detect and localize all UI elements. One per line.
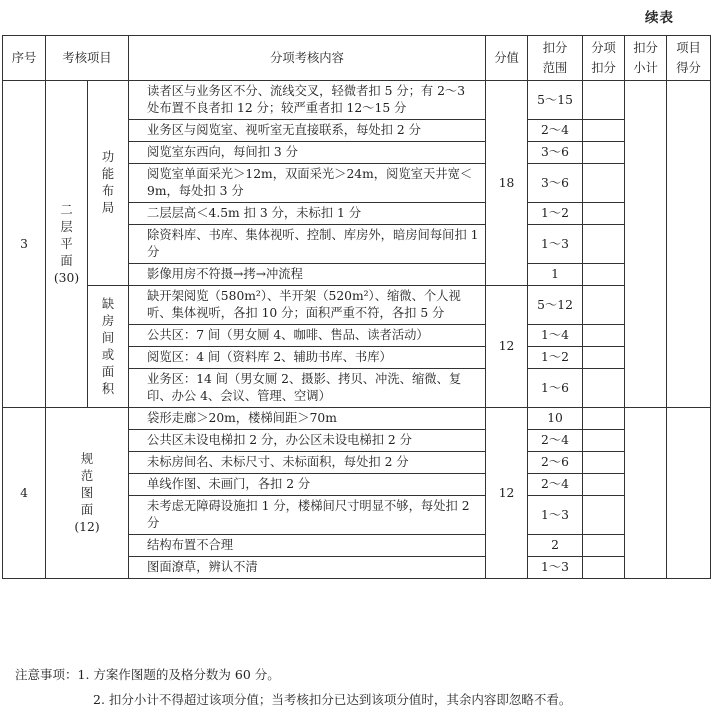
sub-deduction-cell[interactable] bbox=[583, 164, 625, 203]
group-name-char: 布 bbox=[101, 184, 115, 198]
criterion-text: 缺开架阅览（580m²）、半开架（520m²）、缩微、个人视听、集体视听，各扣 10 分；面积严重不符，各扣 5 分 bbox=[129, 286, 486, 325]
sub-deduction-cell[interactable] bbox=[583, 452, 625, 474]
sub-deduction-cell[interactable] bbox=[583, 369, 625, 408]
section-3-item-total: (30) bbox=[53, 270, 80, 285]
header-range bbox=[528, 36, 583, 81]
group-name-char: 间 bbox=[101, 330, 115, 345]
deduction-range: 1～2 bbox=[528, 347, 583, 369]
table-caption: 续表 bbox=[645, 10, 674, 26]
sub-deduction-cell[interactable] bbox=[583, 557, 625, 579]
deduction-range: 3～6 bbox=[528, 142, 583, 164]
criterion-text: 二层层高＜4.5m 扣 3 分，未标扣 1 分 bbox=[129, 203, 486, 225]
header-content: 分项考核内容 bbox=[129, 36, 486, 81]
score-cell[interactable] bbox=[667, 408, 711, 579]
criterion-text: 未考虑无障碍设施扣 1 分，楼梯间尺寸明显不够，每处扣 2 分 bbox=[129, 496, 486, 535]
sub-deduction-cell[interactable] bbox=[583, 430, 625, 452]
deduction-range: 1～3 bbox=[528, 557, 583, 579]
header-sub bbox=[583, 36, 625, 81]
header-range-text: 扣分范围 bbox=[542, 41, 568, 75]
criterion-text: 单线作图、未画门，各扣 2 分 bbox=[129, 474, 486, 496]
section-4-item-total: (12) bbox=[74, 519, 100, 534]
deduction-range: 1～2 bbox=[528, 203, 583, 225]
sub-deduction-cell[interactable] bbox=[583, 535, 625, 557]
group-name-char: 或 bbox=[101, 347, 115, 362]
subtotal-cell[interactable] bbox=[625, 408, 667, 579]
sub-deduction-cell[interactable] bbox=[583, 496, 625, 535]
section-4-item-char: 面 bbox=[80, 502, 94, 517]
criterion-text: 读者区与业务区不分、流线交叉，轻微者扣 5 分；有 2～3 处布置不良者扣 12 分；较严重者扣 12～15 分 bbox=[129, 81, 486, 120]
note-line-1: 注意事项：1. 方案作图题的及格分数为 60 分。 bbox=[15, 667, 280, 682]
criterion-text: 阅览区：4 间（资料库 2、辅助书库、书库） bbox=[129, 347, 486, 369]
subtotal-cell[interactable] bbox=[625, 81, 667, 408]
deduction-range: 1～3 bbox=[528, 225, 583, 264]
deduction-range: 2 bbox=[528, 535, 583, 557]
header-item: 考核项目 bbox=[46, 36, 129, 81]
group-name-char: 功 bbox=[101, 150, 115, 164]
group-name-char: 积 bbox=[101, 381, 115, 396]
group-name-char: 面 bbox=[101, 364, 115, 379]
deduction-range: 1 bbox=[528, 264, 583, 286]
section-3-item-char: 二 bbox=[60, 202, 73, 217]
section-3-item-char: 面 bbox=[60, 253, 73, 268]
deduction-range: 5～15 bbox=[528, 81, 583, 120]
deduction-range: 2～6 bbox=[528, 452, 583, 474]
criterion-text: 影像用房不符摄→拷→冲流程 bbox=[129, 264, 486, 286]
sub-deduction-cell[interactable] bbox=[583, 286, 625, 325]
criterion-text: 图面潦草，辨认不清 bbox=[129, 557, 486, 579]
header-sub-text: 分项扣分 bbox=[591, 41, 616, 75]
group-value: 12 bbox=[486, 286, 528, 408]
sub-deduction-cell[interactable] bbox=[583, 203, 625, 225]
deduction-range: 2～4 bbox=[528, 120, 583, 142]
table-row bbox=[3, 81, 711, 120]
criterion-text: 除资料库、书库、集体视听、控制、库房外，暗房间每间扣 1 分 bbox=[129, 225, 486, 264]
table-row bbox=[3, 408, 711, 430]
section-4-no: 4 bbox=[3, 408, 46, 579]
sub-deduction-cell[interactable] bbox=[583, 264, 625, 286]
table-row bbox=[3, 286, 711, 325]
deduction-range: 5～12 bbox=[528, 286, 583, 325]
criterion-text: 业务区：14 间（男女厕 2、摄影、拷贝、冲洗、缩微、复印、办公 4、会议、管理、空调） bbox=[129, 369, 486, 408]
group-name-char: 局 bbox=[101, 201, 115, 215]
group-name-char: 缺 bbox=[101, 296, 115, 311]
sub-deduction-cell[interactable] bbox=[583, 225, 625, 264]
score-cell[interactable] bbox=[667, 81, 711, 408]
sub-deduction-cell[interactable] bbox=[583, 408, 625, 430]
header-no: 序号 bbox=[3, 36, 46, 81]
deduction-range: 1～4 bbox=[528, 325, 583, 347]
scoring-table bbox=[2, 35, 711, 579]
criterion-text: 结构布置不合理 bbox=[129, 535, 486, 557]
header-row bbox=[3, 36, 711, 81]
section-4-item bbox=[46, 408, 129, 579]
section-4-item-char: 图 bbox=[80, 485, 94, 500]
group-name-char: 能 bbox=[101, 167, 115, 181]
note-line-2: 2. 扣分小计不得超过该项分值；当考核扣分已达到该项分值时，其余内容即忽略不看。 bbox=[93, 692, 572, 707]
criterion-text: 未标房间名、未标尺寸、未标面积，每处扣 2 分 bbox=[129, 452, 486, 474]
section-3-item bbox=[46, 81, 88, 408]
sub-deduction-cell[interactable] bbox=[583, 120, 625, 142]
header-value: 分值 bbox=[486, 36, 528, 81]
criterion-text: 业务区与阅览室、视听室无直接联系，每处扣 2 分 bbox=[129, 120, 486, 142]
sub-deduction-cell[interactable] bbox=[583, 142, 625, 164]
group-functional-layout bbox=[88, 81, 129, 286]
section-4-value: 12 bbox=[486, 408, 528, 579]
deduction-range: 2～4 bbox=[528, 474, 583, 496]
section-4-item-char: 范 bbox=[80, 468, 94, 483]
section-3-no: 3 bbox=[3, 81, 46, 408]
section-3-item-char: 平 bbox=[60, 236, 73, 251]
criterion-text: 阅览室单面采光＞12m，双面采光＞24m，阅览室天井宽＜9m，每处扣 3 分 bbox=[129, 164, 486, 203]
sub-deduction-cell[interactable] bbox=[583, 81, 625, 120]
deduction-range: 2～4 bbox=[528, 430, 583, 452]
deduction-range: 3～6 bbox=[528, 164, 583, 203]
group-value: 18 bbox=[486, 81, 528, 286]
header-score-text: 项目得分 bbox=[676, 41, 701, 75]
header-subtotal-text: 扣分小计 bbox=[633, 41, 658, 75]
deduction-range: 1～6 bbox=[528, 369, 583, 408]
group-missing-rooms bbox=[88, 286, 129, 408]
sub-deduction-cell[interactable] bbox=[583, 474, 625, 496]
criterion-text: 公共区未设电梯扣 2 分，办公区未设电梯扣 2 分 bbox=[129, 430, 486, 452]
deduction-range: 10 bbox=[528, 408, 583, 430]
sub-deduction-cell[interactable] bbox=[583, 325, 625, 347]
group-name-char: 房 bbox=[101, 313, 115, 328]
criterion-text: 阅览室东西向，每间扣 3 分 bbox=[129, 142, 486, 164]
notes bbox=[15, 662, 571, 712]
section-3-item-char: 层 bbox=[60, 219, 73, 234]
deduction-range: 1～3 bbox=[528, 496, 583, 535]
header-score bbox=[667, 36, 711, 81]
criterion-text: 袋形走廊＞20m，楼梯间距＞70m bbox=[129, 408, 486, 430]
sub-deduction-cell[interactable] bbox=[583, 347, 625, 369]
section-4-item-char: 规 bbox=[80, 451, 94, 466]
criterion-text: 公共区：7 间（男女厕 4、咖啡、售品、读者活动） bbox=[129, 325, 486, 347]
header-subtotal bbox=[625, 36, 667, 81]
